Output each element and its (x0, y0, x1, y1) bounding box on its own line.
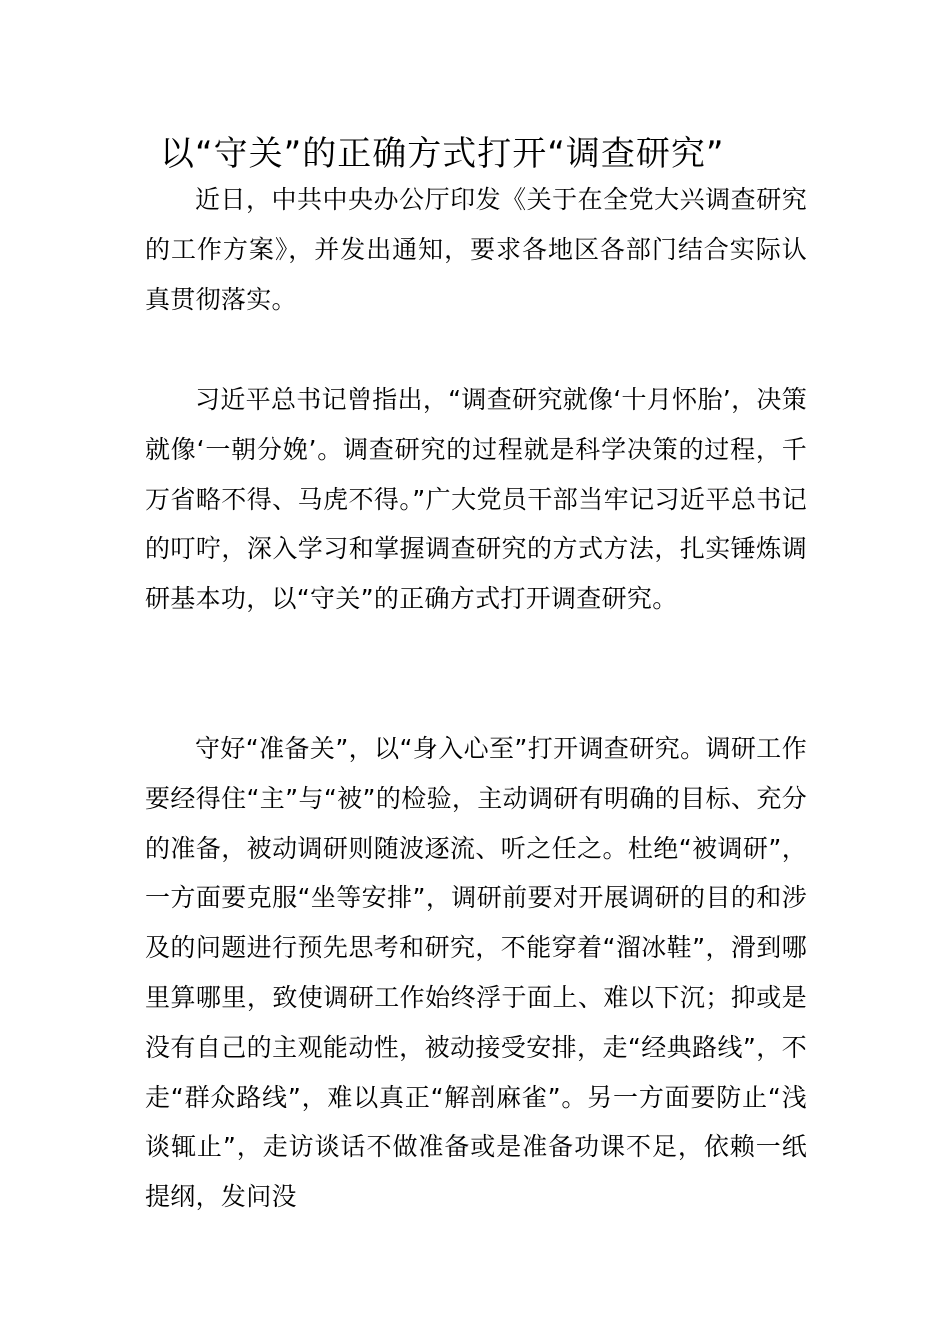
paragraph-preparation: 守好“准备关”，以“身入心至”打开调查研究。调研工作要经得住“主”与“被”的检验，主动调研有明确的目标、充分的准备，被动调研则随波逐流、听之任之。杜绝“被调研”，一方面要克服“坐等安排”，调研前要对开展调研的目的和涉及的问题进行预先思考和研究，不能穿着“溜冰鞋”，滑到哪里算哪里，致使调研工作始终浮于面上、难以下沉；抑或是没有自己的主观能动性，被动接受安排，走“经典路线”，不走“群众路线”，难以真正“解剖麻雀”。另一方面要防止“浅谈辄止”，走访谈话不做准备或是准备功课不足，依赖一纸提纲，发问没 (145, 734, 807, 1212)
paragraph-intro: 近日，中共中央办公厅印发《关于在全党大兴调查研究的工作方案》，并发出通知，要求各地区各部门结合实际认真贯彻落实。 (145, 185, 807, 314)
document-title: 以“守关”的正确方式打开“调查研究” (160, 134, 725, 174)
paragraph-quote: 习近平总书记曾指出，“调查研究就像‘十月怀胎’，决策就像‘一朝分娩’。调查研究的过程就是科学决策的过程，千万省略不得、马虎不得。”广大党员干部当牢记习近平总书记的叮咛，深入学习和掌握调查研究的方式方法，扎实锤炼调研基本功，以“守关”的正确方式打开调查研究。 (145, 385, 807, 614)
